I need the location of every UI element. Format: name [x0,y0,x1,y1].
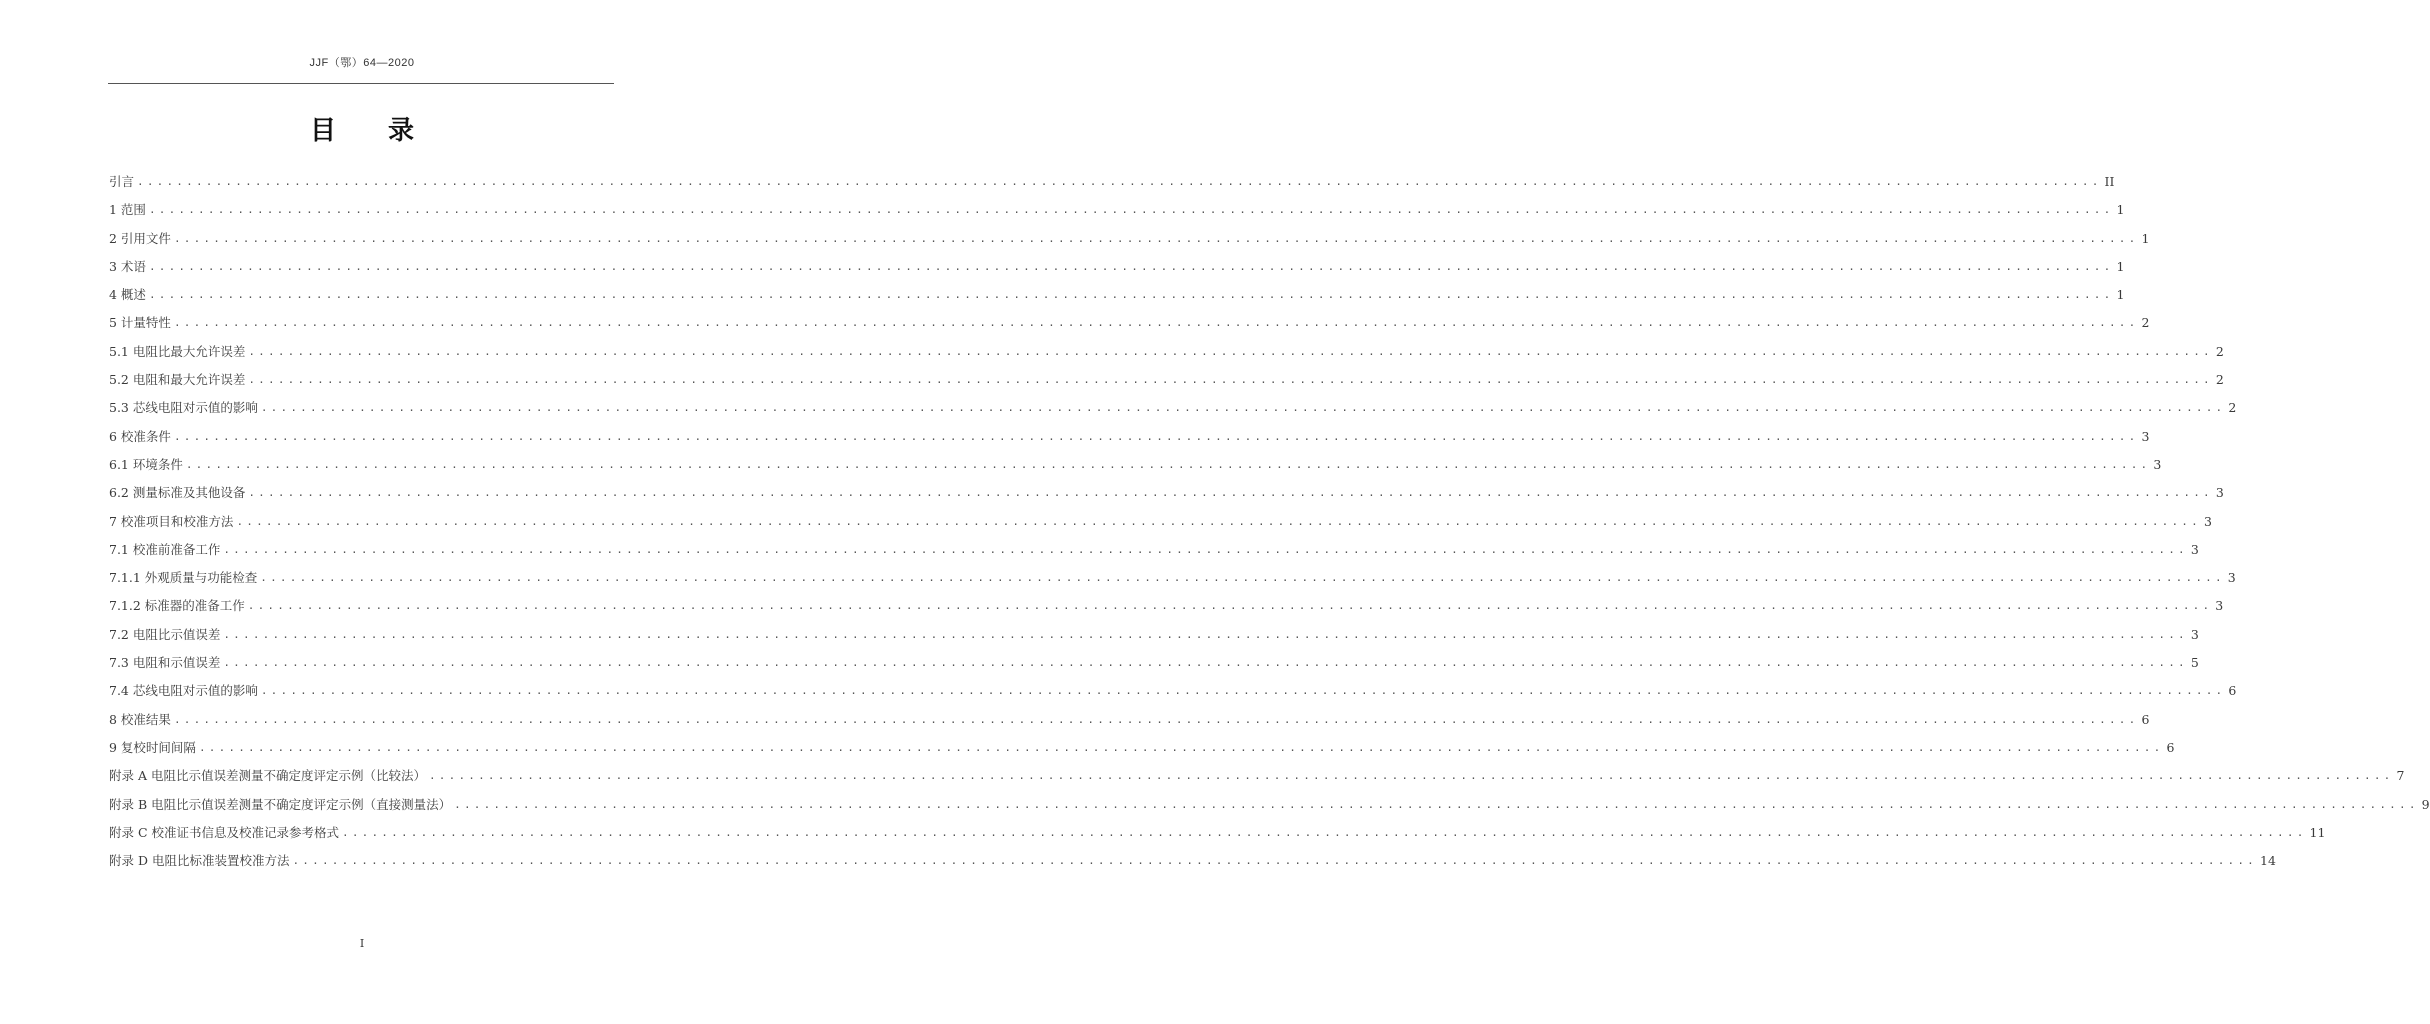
toc-entry-label: 9 复校时间间隔 [109,739,196,755]
toc-entry[interactable] [109,621,2199,649]
toc-entry-page: 2 [2215,372,2224,388]
toc-entry[interactable] [109,225,2150,253]
toc-entry-page: 1 [2116,287,2125,303]
toc-leader-dots: ........................................................................................................................................................................................................ [236,514,2201,528]
toc-leader-dots: ........................................................................................................................................................................................................ [137,175,2102,188]
toc-leader-dots: ........................................................................................................................................................................................................ [173,429,2139,443]
toc-entry-page: 3 [2153,456,2162,472]
toc-entry-label: 7.4 芯线电阻对示值的影响 [109,683,258,699]
toc-leader-dots: ........................................................................................................................................................................................................ [173,712,2139,726]
toc-leader-dots: ........................................................................................................................................................................................................ [248,486,2213,500]
toc-entry[interactable] [109,394,2237,422]
toc-entry-page: 2 [2228,400,2237,416]
toc-entry-label: 7 校准项目和校准方法 [109,513,234,529]
toc-entry-page: II [2104,174,2115,189]
toc-entry[interactable] [109,819,2326,847]
toc-entry[interactable] [109,309,2150,337]
toc-entry-label: 引言 [109,174,135,189]
toc-entry[interactable] [109,677,2237,705]
toc-leader-dots: ........................................................................................................................................................................................................ [428,769,2394,783]
toc-leader-dots: ........................................................................................................................................................................................................ [248,373,2213,387]
toc-entry-label: 3 术语 [109,258,146,274]
toc-entry[interactable] [109,196,2125,224]
toc-entry-page: 2 [2141,315,2150,331]
table-of-contents [109,168,2430,875]
toc-entry-page: 3 [2190,626,2199,642]
toc-entry-page: 3 [2215,598,2224,614]
toc-leader-dots: ........................................................................................................................................................................................................ [248,344,2213,358]
toc-entry-page: 7 [2396,768,2405,784]
page-title [0,110,724,147]
toc-entry-page: 11 [2309,824,2326,840]
toc-entry-label: 7.2 电阻比示值误差 [109,626,221,642]
toc-entry[interactable] [109,338,2224,366]
toc-entry[interactable] [109,649,2199,677]
toc-entry-page: 1 [2116,258,2125,274]
toc-entry[interactable] [109,451,2162,479]
title-char-2: 录 [388,116,415,146]
toc-entry-label: 7.1.2 标准器的准备工作 [109,598,245,614]
toc-entry[interactable] [109,423,2150,451]
toc-entry[interactable] [109,508,2212,536]
toc-entry-label: 8 校准结果 [109,711,171,727]
toc-entry[interactable] [109,281,2125,309]
toc-entry-label: 7.1 校准前准备工作 [109,541,221,557]
toc-entry-page: 3 [2215,485,2224,501]
title-char-1: 目 [309,116,336,146]
toc-entry-label: 附录 D 电阻比标准装置校准方法 [109,853,290,869]
toc-entry-label: 7.3 电阻和示值误差 [109,655,221,671]
toc-leader-dots: ........................................................................................................................................................................................................ [173,316,2139,330]
header-divider [108,83,614,84]
toc-leader-dots: ........................................................................................................................................................................................................ [223,656,2188,670]
toc-entry-label: 7.1.1 外观质量与功能检查 [109,570,258,586]
toc-entry[interactable] [109,253,2125,281]
toc-entry[interactable] [109,762,2405,790]
toc-leader-dots: ........................................................................................................................................................................................................ [454,797,2419,811]
toc-entry-label: 4 概述 [109,287,146,303]
toc-leader-dots: ........................................................................................................................................................................................................ [260,571,2225,585]
toc-leader-dots: ........................................................................................................................................................................................................ [260,401,2226,415]
toc-leader-dots: ........................................................................................................................................................................................................ [185,457,2151,471]
toc-entry-page: 3 [2190,541,2199,557]
document-code-header: JJF（鄂）64—2020 [309,57,415,69]
toc-entry-label: 5.2 电阻和最大允许误差 [109,372,246,388]
toc-entry-label: 5.1 电阻比最大允许误差 [109,343,246,359]
toc-entry-page: 3 [2141,428,2150,444]
toc-entry[interactable] [109,706,2150,734]
toc-entry[interactable] [109,592,2224,620]
toc-leader-dots: ........................................................................................................................................................................................................ [292,854,2257,868]
toc-leader-dots: ........................................................................................................................................................................................................ [223,627,2188,641]
toc-leader-dots: ........................................................................................................................................................................................................ [198,740,2164,754]
toc-entry-page: 6 [2228,683,2237,699]
toc-entry[interactable] [109,734,2175,762]
toc-entry-label: 附录 B 电阻比示值误差测量不确定度评定示例（直接测量法） [109,796,452,812]
toc-entry[interactable] [109,536,2199,564]
toc-entry-label: 6.1 环境条件 [109,456,183,472]
toc-entry-page: 6 [2141,711,2150,727]
toc-entry-label: 2 引用文件 [109,230,171,246]
toc-entry-page: 1 [2141,230,2150,246]
toc-entry-page: 14 [2260,853,2276,869]
toc-entry[interactable] [109,366,2224,394]
toc-entry-label: 1 范围 [109,202,146,218]
toc-leader-dots: ........................................................................................................................................................................................................ [223,542,2188,556]
toc-entry-page: 9 [2421,796,2430,812]
toc-entry[interactable] [109,791,2430,819]
toc-entry[interactable] [109,564,2236,592]
toc-entry-label: 5 计量特性 [109,315,171,331]
toc-entry[interactable] [109,847,2276,875]
toc-leader-dots: ........................................................................................................................................................................................................ [173,231,2139,245]
toc-entry-page: 3 [2227,570,2236,586]
toc-entry-page: 1 [2116,202,2125,218]
toc-entry[interactable] [109,168,2115,196]
toc-entry-label: 6.2 测量标准及其他设备 [109,485,246,501]
toc-entry-page: 6 [2166,739,2175,755]
toc-entry-page: 3 [2203,513,2212,529]
toc-leader-dots: ........................................................................................................................................................................................................ [260,684,2226,698]
toc-entry-page: 5 [2190,655,2199,671]
toc-entry-label: 附录 A 电阻比示值误差测量不确定度评定示例（比较法） [109,768,426,784]
toc-entry[interactable] [109,479,2224,507]
toc-leader-dots: ........................................................................................................................................................................................................ [148,259,2114,273]
toc-leader-dots: ........................................................................................................................................................................................................ [247,599,2213,613]
toc-leader-dots: ........................................................................................................................................................................................................ [342,825,2307,839]
page-number: I [359,937,365,950]
toc-leader-dots: ........................................................................................................................................................................................................ [148,288,2114,302]
toc-entry-label: 5.3 芯线电阻对示值的影响 [109,400,258,416]
toc-entry-page: 2 [2215,343,2224,359]
toc-leader-dots: ........................................................................................................................................................................................................ [148,203,2114,217]
toc-entry-label: 附录 C 校准证书信息及校准记录参考格式 [109,824,340,840]
toc-entry-label: 6 校准条件 [109,428,171,444]
